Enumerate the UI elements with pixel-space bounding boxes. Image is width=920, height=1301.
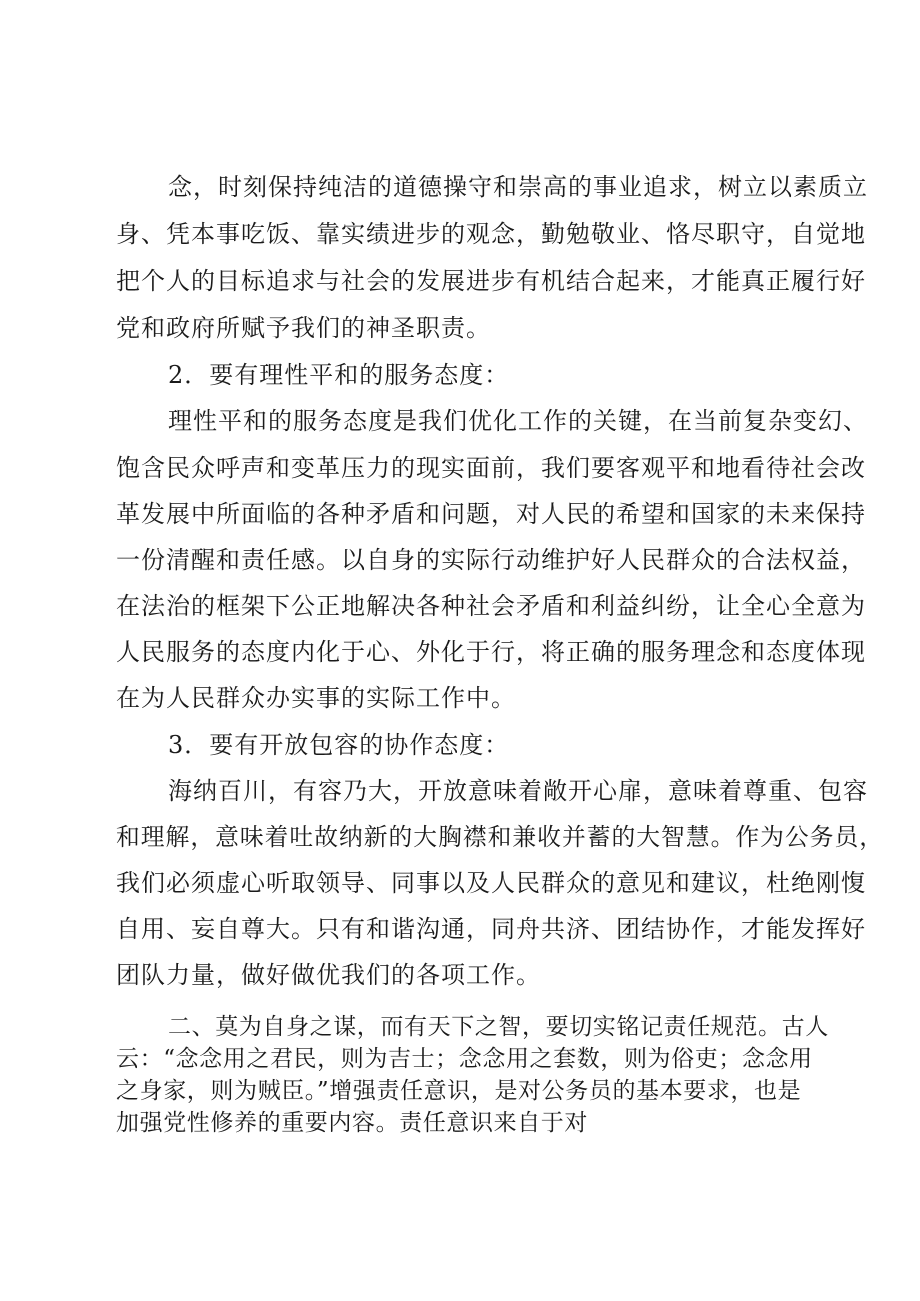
paragraph-line: 革发展中所面临的各种矛盾和问题，对人民的希望和国家的未来保持: [116, 500, 866, 528]
paragraph-line: 我们必须虚心听取领导、同事以及人民群众的意见和建议，杜绝刚愎: [116, 869, 866, 897]
paragraph-line: 念，时刻保持纯洁的道德操守和崇高的事业追求，树立以素质立: [168, 173, 868, 201]
paragraph-line: 一份清醒和责任感。以自身的实际行动维护好人民群众的合法权益，: [116, 546, 866, 574]
paragraph-line: 在为人民群众办实事的实际工作中。: [116, 684, 516, 712]
subheading-cooperation-attitude: 3．要有开放包容的协作态度：: [168, 731, 510, 759]
section-two-heading-line: 二、莫为自身之谋，而有天下之智，要切实铭记责任规范。古人: [168, 1014, 829, 1040]
paragraph-line: 加强党性修养的重要内容。责任意识来自于对: [116, 1110, 588, 1136]
paragraph-line: 之身家，则为贼臣。”增强责任意识，是对公务员的基本要求，也是: [116, 1078, 802, 1104]
subheading-service-attitude: 2．要有理性平和的服务态度：: [168, 361, 510, 389]
paragraph-line: 把个人的目标追求与社会的发展进步有机结合起来，才能真正履行好: [116, 267, 866, 295]
paragraph-line: 饱含民众呼声和变革压力的现实面前，我们要客观平和地看待社会改: [116, 454, 866, 482]
paragraph-line: 理性平和的服务态度是我们优化工作的关键，在当前复杂变幻、: [168, 407, 868, 435]
paragraph-line: 海纳百川，有容乃大，开放意味着敞开心扉，意味着尊重、包容: [168, 777, 868, 805]
paragraph-line: 人民服务的态度内化于心、外化于行，将正确的服务理念和态度体现: [116, 638, 866, 666]
paragraph-line: 自用、妄自尊大。只有和谐沟通，同舟共济、团结协作，才能发挥好: [116, 915, 866, 943]
paragraph-line: 和理解，意味着吐故纳新的大胸襟和兼收并蓄的大智慧。作为公务员，: [116, 823, 885, 851]
paragraph-line: 云：“念念用之君民，则为吉士；念念用之套数，则为俗吏；念念用: [116, 1046, 813, 1072]
paragraph-line: 团队力量，做好做优我们的各项工作。: [116, 961, 541, 989]
paragraph-line: 党和政府所赋予我们的神圣职责。: [116, 314, 491, 342]
paragraph-line: 身、凭本事吃饭、靠实绩进步的观念，勤勉敬业、恪尽职守，自觉地: [116, 220, 866, 248]
paragraph-line: 在法治的框架下公正地解决各种社会矛盾和利益纠纷，让全心全意为: [116, 592, 866, 620]
